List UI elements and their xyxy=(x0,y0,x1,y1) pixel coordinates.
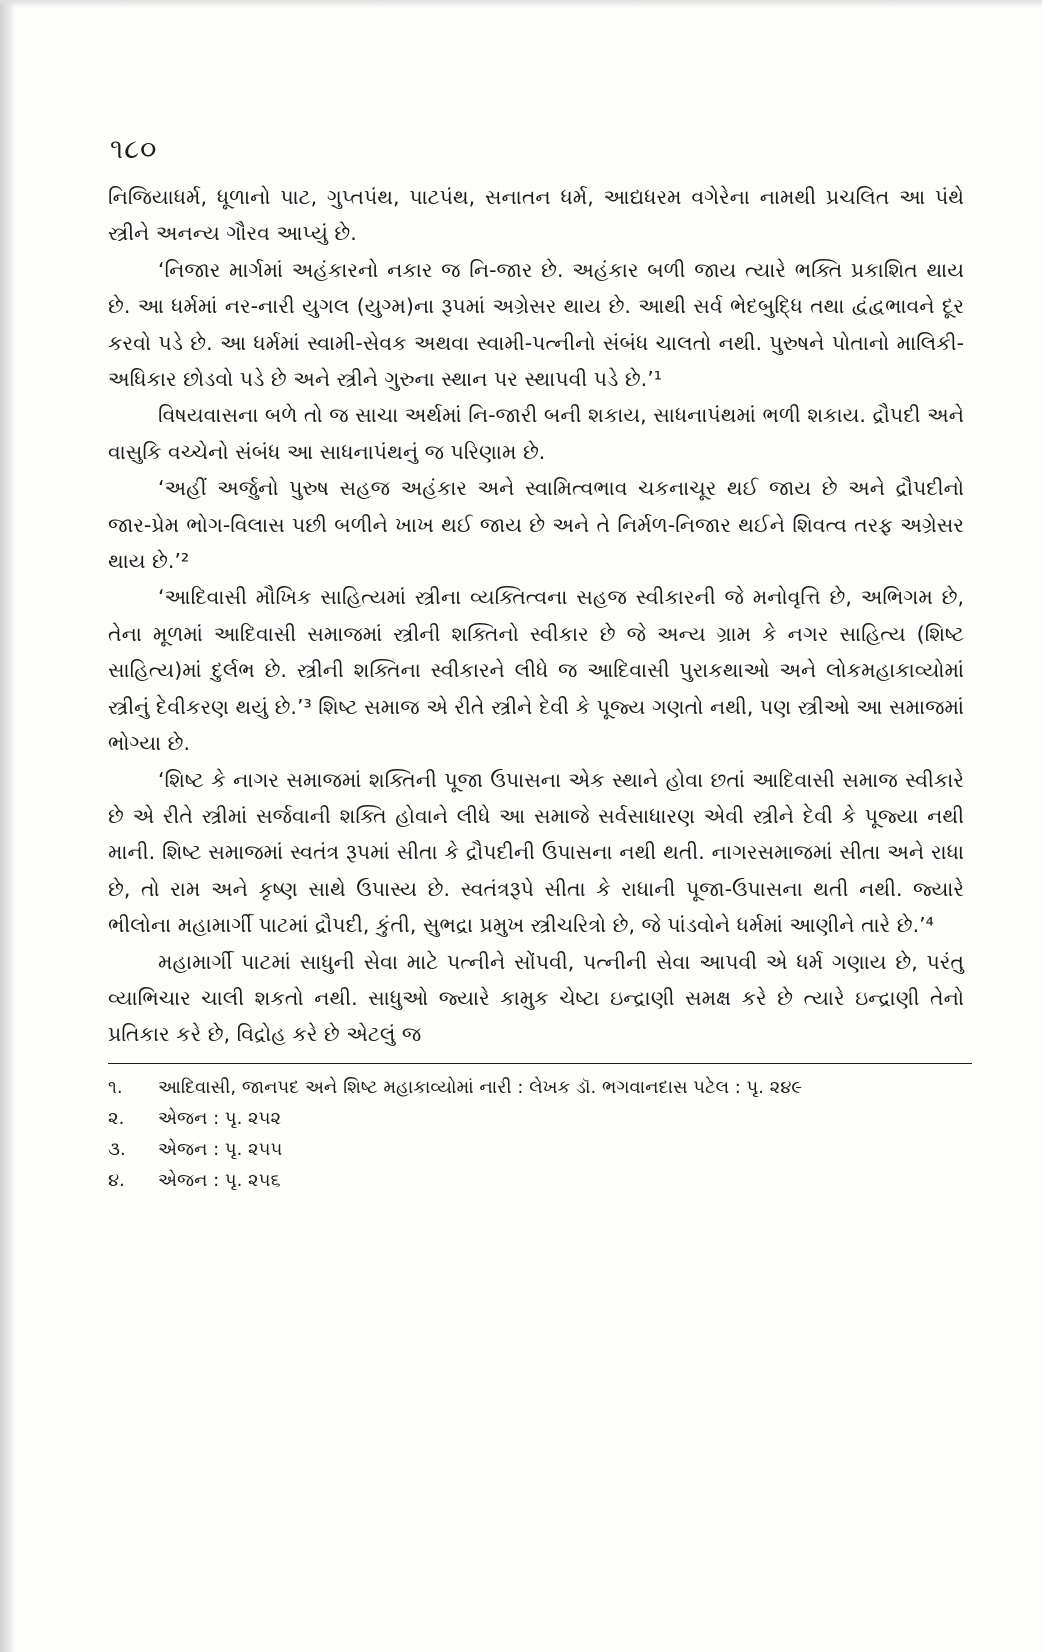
paragraph-4: ‘અહીં અર્જુનો પુરુષ સહજ અહંકાર અને સ્વામિત્વભાવ ચકનાચૂર થઈ જાય છે અને દ્રૌપદીનો જાર-પ્રેમ ભોગ-વિલાસ પછી બળીને ખાખ થઈ જાય છે અને તે નિર્મળ-નિજાર થઈને શિવત્વ તરફ અગ્રેસર થાય છે.’² xyxy=(108,476,964,574)
footnote-3 xyxy=(108,1134,964,1165)
footnote-number: ૨. xyxy=(108,1107,125,1129)
footnote-text: આદિવાસી, જાનપદ અને શિષ્ટ મહાકાવ્યોમાં નારી : લેખક ડૉ. ભગવાનદાસ પટેલ : પૃ. ૨૪૯ xyxy=(158,1076,803,1098)
page-number: ૧૮૦ xyxy=(110,134,158,165)
binding-shadow xyxy=(0,0,16,1652)
top-edge-shadow xyxy=(0,0,1042,8)
footnote-2 xyxy=(108,1103,964,1134)
footnote-number: ૧. xyxy=(108,1076,123,1098)
page-content xyxy=(108,136,964,1196)
footnote-text: એજન : પૃ. ૨૫૫ xyxy=(158,1138,283,1160)
footnote-divider xyxy=(108,1063,972,1064)
footnote-4 xyxy=(108,1165,964,1196)
paragraph-6: ‘શિષ્ટ કે નાગર સમાજમાં શક્તિની પૂજા ઉપાસના એક સ્થાને હોવા છતાં આદિવાસી સમાજ સ્વીકારે છે એ રીતે સ્ત્રીમાં સર્જવાની શક્તિ હોવાને લીધે આ સમાજે સર્વસાધારણ એવી સ્ત્રીને દેવી કે પૂજ્યા નથી માની. શિષ્ટ સમાજમાં સ્વતંત્ર રૂપમાં સીતા કે દ્રૌપદીની ઉપાસના નથી થતી. નાગરસમાજમાં સીતા અને રાધા છે, તો રામ અને કૃષ્ણ સાથે ઉપાસ્ય છે. સ્વતંત્રરૂપે સીતા કે રાધાની પૂજા-ઉપાસના થતી નથી. જ્યારે ભીલોના મહામાર્ગી પાટમાં દ્રૌપદી, કુંતી, સુભદ્રા પ્રમુખ સ્ત્રીચરિત્રો છે, જે પાંડવોને ધર્મમાં આણીને તારે છે.’⁴ xyxy=(108,767,964,938)
paragraph-5: ‘આદિવાસી મૌખિક સાહિત્યમાં સ્ત્રીના વ્યક્તિત્વના સહજ સ્વીકારની જે મનોવૃત્તિ છે, અભિગમ છે, તેના મૂળમાં આદિવાસી સમાજમાં સ્ત્રીની શક્તિનો સ્વીકાર છે જે અન્ય ગ્રામ કે નગર સાહિત્ય (શિષ્ટ સાહિત્ય)માં દુર્લભ છે. સ્ત્રીની શક્તિના સ્વીકારને લીધે જ આદિવાસી પુરાકથાઓ અને લોકમહાકાવ્યોમાં સ્ત્રીનું દેવીકરણ થયું છે.’³ શિષ્ટ સમાજ એ રીતે સ્ત્રીને દેવી કે પૂજ્ય ગણતો નથી, પણ સ્ત્રીઓ આ સમાજમાં ભોગ્યા છે. xyxy=(108,585,964,756)
footnote-number: ૩. xyxy=(108,1138,126,1160)
paragraph-1: નિજિયાધર્મ, ધૂળાનો પાટ, ગુપ્તપંથ, પાટપંથ, સનાતન ધર્મ, આદ્યધરમ વગેરેના નામથી પ્રચલિત આ પંથે સ્ત્રીને અનન્ય ગૌરવ આપ્યું છે. xyxy=(108,185,964,246)
footnote-1 xyxy=(108,1072,964,1103)
footnotes xyxy=(108,1072,964,1196)
body-text xyxy=(108,179,964,1053)
paragraph-3: વિષયવાસના બળે તો જ સાચા અર્થમાં નિ-જારી બની શકાય, સાધનાપંથમાં ભળી શકાય. દ્રૌપદી અને વાસુકિ વચ્ચેનો સંબંધ આ સાધનાપંથનું જ પરિણામ છે. xyxy=(108,403,964,464)
footnote-text: એજન : પૃ. ૨૫૨ xyxy=(158,1107,282,1129)
paragraph-7: મહામાર્ગી પાટમાં સાધુની સેવા માટે પત્નીને સોંપવી, પત્નીની સેવા આપવી એ ધર્મ ગણાય છે, પરંતુ વ્યાભિચાર ચાલી શકતો નથી. સાધુઓ જ્યારે કામુક ચેષ્ટા ઇન્દ્રાણી સમક્ષ કરે છે ત્યારે ઇન્દ્રાણી તેનો પ્રતિકાર કરે છે, વિદ્રોહ કરે છે એટલું જ xyxy=(108,949,964,1047)
footnote-number: ૪. xyxy=(108,1169,125,1191)
paragraph-2: ‘નિજાર માર્ગમાં અહંકારનો નકાર જ નિ-જાર છે. અહંકાર બળી જાય ત્યારે ભક્તિ પ્રકાશિત થાય છે. આ ધર્મમાં નર-નારી યુગલ (યુગ્મ)ના રૂપમાં અગ્રેસર થાય છે. આથી સર્વ ભેદબુદ્ધિ તથા દ્વંદ્વભાવને દૂર કરવો પડે છે. આ ધર્મમાં સ્વામી-સેવક અથવા સ્વામી-પત્નીનો સંબંધ ચાલતો નથી. પુરુષને પોતાનો માલિકી-અધિકાર છોડવો પડે છે અને સ્ત્રીને ગુરુના સ્થાન પર સ્થાપવી પડે છે.’¹ xyxy=(108,257,964,392)
footnote-text: એજન : પૃ. ૨૫૬ xyxy=(158,1169,281,1191)
